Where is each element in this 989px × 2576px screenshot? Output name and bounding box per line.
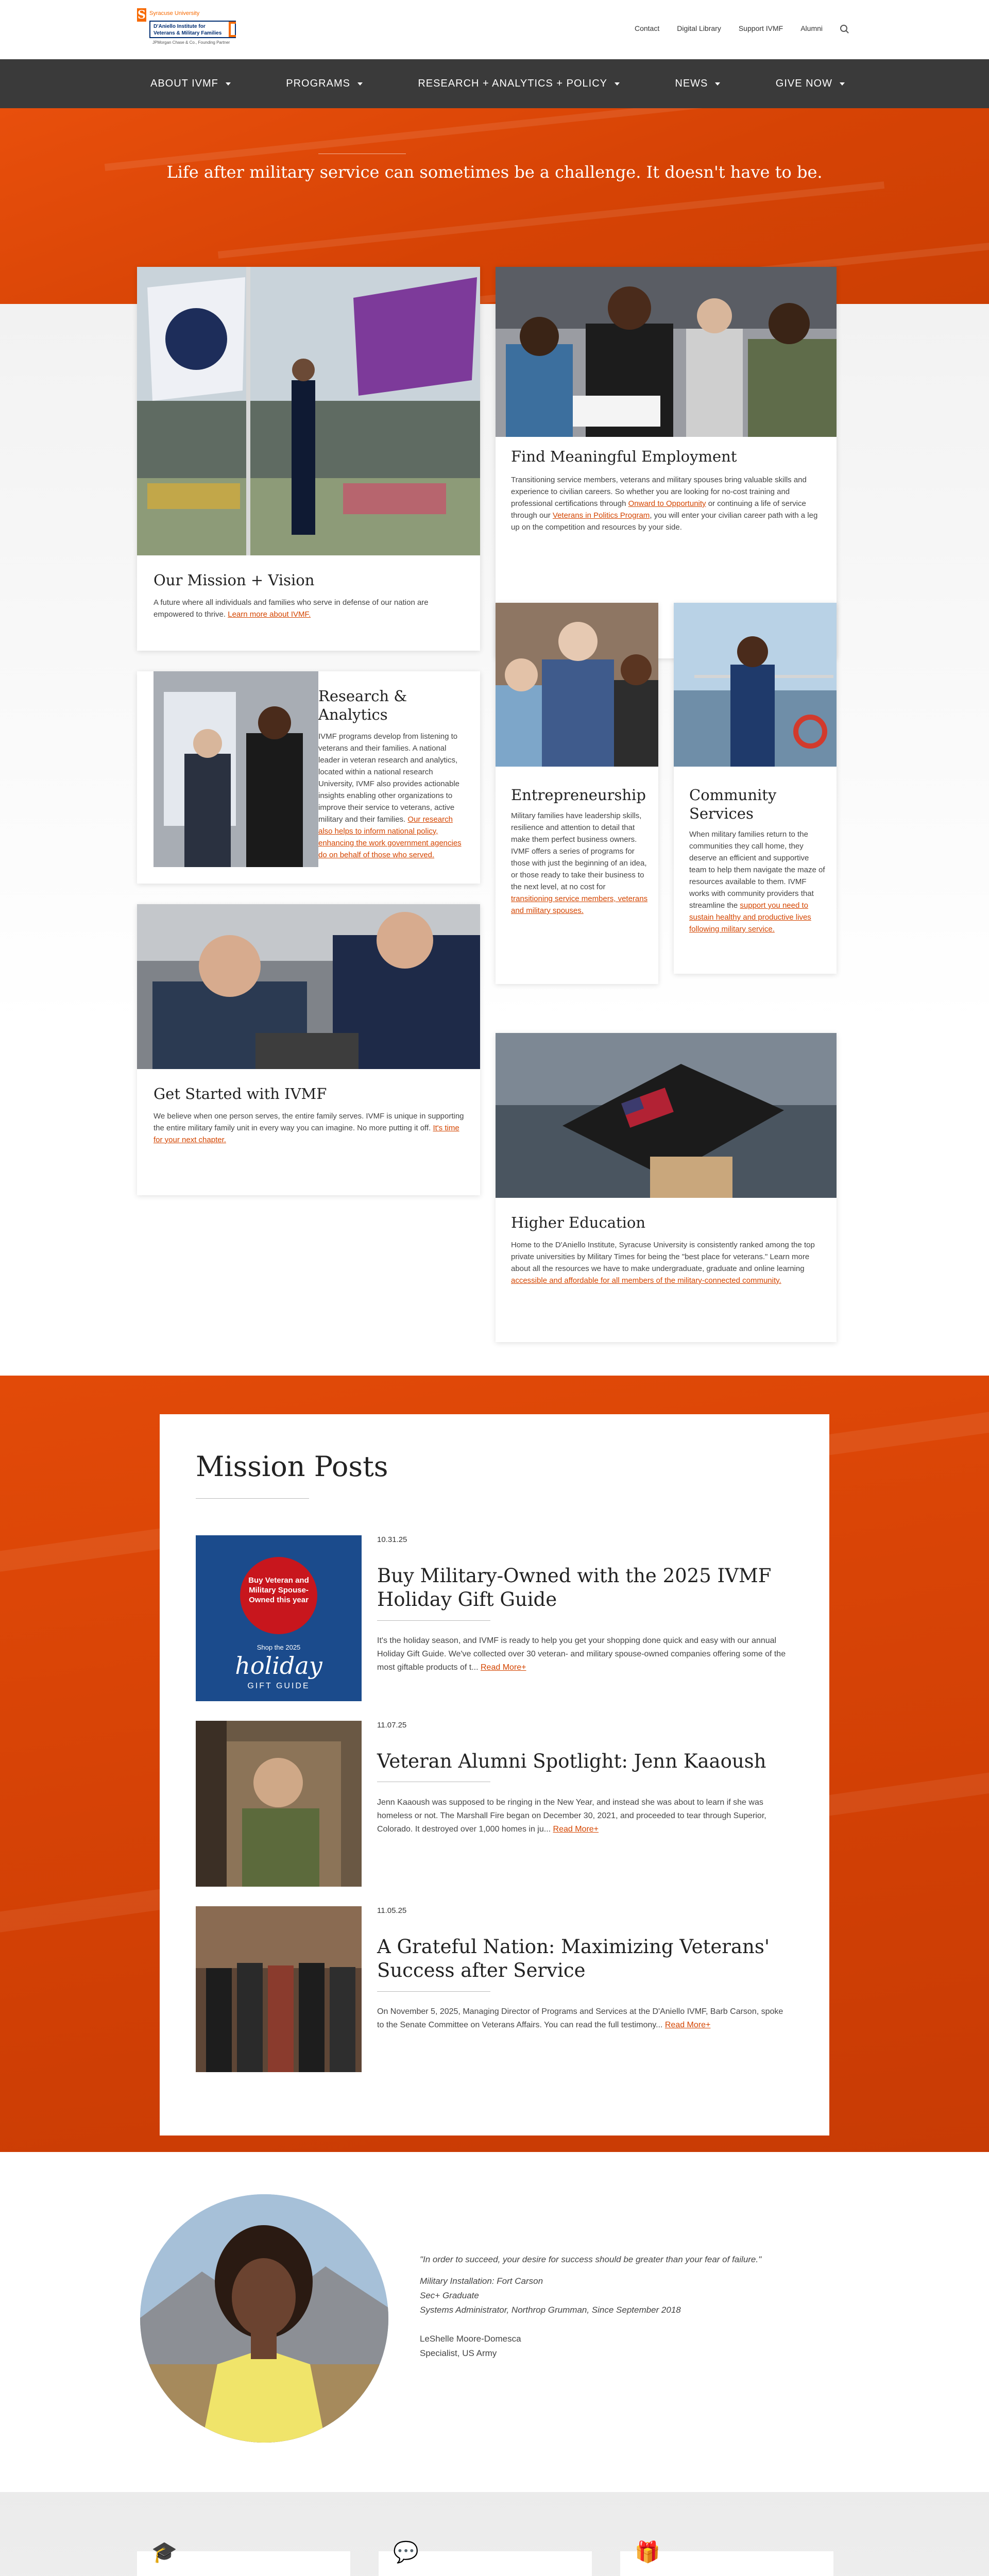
chevron-down-icon (226, 82, 231, 86)
entrepreneurship-image (496, 603, 658, 767)
post-date: 11.07.25 (377, 1721, 407, 1730)
logo-institute-line1: D'Aniello Institute for (154, 24, 206, 29)
main-nav (0, 59, 989, 108)
card-research-link[interactable]: Our research also helps to inform national policy, enhancing the work government agencies do on behalf of those who served. (318, 815, 462, 859)
testimonial-section (0, 2152, 989, 2492)
card-higher-education-body: Home to the D'Aniello Institute, Syracuse University is consistently ranked among the top private universities by Military Times for being the "best place for veterans." Learn more about all the resources we have to make undergraduate, graduate and online learning (511, 1241, 815, 1273)
nav-research[interactable] (418, 78, 620, 90)
card-higher-education-title: Higher Education (511, 1214, 646, 1231)
program-cards (0, 304, 989, 1376)
utility-link-support[interactable]: Support IVMF (738, 24, 783, 32)
post-title[interactable]: A Grateful Nation: Maximizing Veterans' Success after Service (377, 1936, 770, 1981)
logo-institute-line2: Veterans & Military Families (154, 30, 222, 36)
card-get-started-link[interactable]: It's time for your next chapter. (154, 1124, 459, 1144)
onward-to-opportunity-link[interactable]: Onward to Opportunity (628, 499, 706, 508)
get-started-photo (137, 904, 480, 1069)
get-started-image (137, 904, 480, 1069)
post-date: 11.05.25 (377, 1906, 407, 1915)
read-more-link[interactable]: Read More+ (481, 1663, 526, 1672)
card-entrepreneurship-title: Entrepreneurship (511, 786, 646, 804)
search-icon[interactable] (840, 25, 847, 32)
graduation-cap-image (496, 1033, 837, 1198)
alumni-spotlight-image (196, 1721, 362, 1887)
card-community-link[interactable]: support you need to sustain healthy and productive lives following military service. (689, 901, 811, 934)
utility-link-alumni[interactable]: Alumni (800, 24, 823, 32)
testimonial-certification: Sec+ Graduate (420, 2291, 479, 2300)
testimonial-portrait (140, 2194, 388, 2443)
gift-guide-badge: Buy Veteran and Military Spouse-Owned this year (240, 1557, 317, 1634)
veterans-in-politics-link[interactable]: Veterans in Politics Program (552, 511, 650, 520)
nav-about-label: ABOUT IVMF (150, 78, 218, 89)
mission-posts-section (0, 1376, 989, 2152)
card-community-title: Community Services (689, 786, 777, 822)
card-support-us[interactable] (620, 2540, 833, 2576)
card-entrepreneurship-text (511, 810, 649, 917)
education-photo (496, 1033, 837, 1198)
mission-photo (137, 267, 480, 555)
card-get-started[interactable] (137, 904, 480, 1195)
syracuse-s-icon: S (138, 8, 146, 22)
utility-nav (635, 24, 847, 32)
card-success-stories[interactable] (379, 2540, 592, 2576)
post-rule (377, 1991, 490, 1992)
card-community-text (689, 828, 825, 935)
card-research-title: Research & Analytics (318, 687, 407, 723)
card-research-text (154, 731, 468, 862)
gift-guide-shop: Shop the 2025 (257, 1643, 301, 1651)
utility-link-digital-library[interactable]: Digital Library (677, 24, 721, 32)
entrepreneurship-photo (496, 603, 658, 767)
card-mission-title: Our Mission + Vision (154, 571, 315, 589)
mission-posts-rule (196, 1498, 309, 1499)
chevron-down-icon (840, 82, 845, 86)
post-item (196, 1721, 793, 1887)
post-excerpt (377, 1634, 789, 1674)
gift-icon: 🎁 (635, 2540, 660, 2564)
engagement-cards (0, 2492, 989, 2576)
chevron-down-icon (715, 82, 720, 86)
logo-founding: JPMorgan Chase & Co., Founding Partner (152, 40, 230, 45)
post-item (196, 1535, 793, 1701)
nav-news[interactable] (675, 78, 720, 90)
nav-programs-label: PROGRAMS (286, 78, 350, 89)
flag-stripe (105, 108, 771, 171)
research-text-float-spacer (154, 731, 318, 862)
read-more-link[interactable]: Read More+ (664, 2021, 711, 2029)
nav-research-label: RESEARCH + ANALYTICS + POLICY (418, 78, 607, 89)
gift-guide-holiday: holiday (235, 1652, 322, 1680)
testimonial-role: Specialist, US Army (420, 2348, 497, 2358)
card-get-started-title: Get Started with IVMF (154, 1085, 327, 1103)
card-community-body: When military families return to the communities they call home, they deserve an efficient and supportive team to help them navigate the maze of resources available to them. IVMF works with community providers that streamline the (689, 830, 825, 910)
post-title[interactable]: Buy Military-Owned with the 2025 IVMF Holiday Gift Guide (377, 1565, 772, 1611)
post-item (196, 1906, 793, 2072)
card-mission-body: A future where all individuals and families who serve in defense of our nation are empowered to thrive. (154, 598, 429, 619)
read-more-link[interactable]: Read More+ (553, 1825, 599, 1834)
employment-photo (496, 267, 837, 437)
card-employment-body-2: or continuing a life of service through our (511, 499, 806, 520)
mission-posts-card (160, 1414, 829, 2136)
community-image (674, 603, 837, 767)
card-mission[interactable] (137, 267, 480, 651)
card-employment-body-3: , you will enter your civilian career path with a leg up on the competition and resources by your side. (511, 511, 818, 532)
testimonial-name: LeShelle Moore-Domesca (420, 2334, 521, 2344)
card-entrepreneurship-link[interactable]: transitioning service members, veterans and military spouses. (511, 894, 648, 915)
ivmf-logo[interactable] (137, 8, 238, 47)
card-employment[interactable] (496, 267, 837, 658)
card-employment-text (511, 474, 823, 533)
post-rule (377, 1620, 490, 1621)
testimonial-installation: Military Installation: Fort Carson (420, 2276, 543, 2286)
nav-programs[interactable] (286, 78, 363, 90)
testimonial-quote-block (420, 2252, 852, 2361)
portrait-image (140, 2194, 388, 2443)
card-higher-education[interactable] (496, 1033, 837, 1342)
card-alumni[interactable] (137, 2540, 350, 2576)
card-entrepreneurship[interactable] (496, 603, 658, 984)
top-bar (0, 0, 989, 59)
card-get-started-text (154, 1110, 465, 1146)
card-research[interactable] (137, 671, 480, 884)
gift-guide-label: GIFT GUIDE (247, 1682, 310, 1690)
speech-bubbles-icon: 💬 (393, 2540, 419, 2564)
card-higher-education-link[interactable]: accessible and affordable for all members of the military-connected community. (511, 1276, 781, 1285)
card-employment-body-1: Transitioning service members, veterans and military spouses bring valuable skills and experience to civilian careers. So whether you are looking for no-cost training and professional certifications through (511, 476, 807, 508)
chevron-down-icon (615, 82, 620, 86)
card-higher-education-text (511, 1239, 824, 1286)
spacer (420, 2267, 852, 2274)
post-thumbnail[interactable] (196, 1906, 362, 2072)
employment-image (496, 267, 837, 437)
card-entrepreneurship-body: Military families have leadership skills, resilience and attention to detail that make them perfect business owners. IVMF offers a series of programs for those with just the beginning of an idea, or those ready to take their business to the next level, at no cost for (511, 811, 647, 891)
post-excerpt (377, 1796, 789, 1836)
post-excerpt-text: On November 5, 2025, Managing Director of Programs and Services at the D'Aniello IVMF, Barb Carson, spoke to the Senate Committee on Veterans Affairs. You can read the full testimony... (377, 2007, 783, 2029)
spacer (420, 2317, 852, 2332)
mission-posts-heading: Mission Posts (196, 1450, 388, 1483)
utility-link-contact[interactable]: Contact (634, 24, 660, 32)
card-mission-link[interactable]: Learn more about IVMF. (228, 610, 311, 619)
post-title[interactable]: Veteran Alumni Spotlight: Jenn Kaaoush (377, 1750, 766, 1772)
community-photo (674, 603, 837, 767)
flag-stripe (218, 181, 884, 259)
senate-hearing-image (196, 1906, 362, 2072)
post-excerpt (377, 2005, 789, 2032)
testimonial-quote: "In order to succeed, your desire for success should be greater than your fear of failure." (420, 2255, 762, 2264)
logo-institute-box (149, 21, 236, 38)
post-thumbnail[interactable] (196, 1535, 362, 1701)
card-research-body: IVMF programs develop from listening to veterans and their families. A national leader in veteran research and analytics, located within a national research University, IVMF also provides actionable insights enabling other organizations to improve their service to veterans, active military and their families. (318, 732, 459, 824)
flag-ceremony-image (137, 267, 480, 555)
card-mission-text (154, 597, 468, 620)
card-get-started-body: We believe when one person serves, the entire family serves. IVMF is unique in supporting the entire military family unit in every way you can imagine. No more putting it off. (154, 1112, 464, 1132)
nav-give[interactable] (776, 78, 845, 90)
nav-news-label: NEWS (675, 78, 708, 89)
graduation-cap-icon: 🎓 (151, 2540, 177, 2564)
hero-tagline: Life after military service can sometimes be a challenge. It doesn't have to be. (166, 162, 823, 182)
logo-university: Syracuse University (149, 10, 200, 16)
testimonial-job: Systems Administrator, Northrop Grumman, Since September 2018 (420, 2305, 681, 2315)
post-thumbnail[interactable] (196, 1721, 362, 1887)
post-excerpt-text: It's the holiday season, and IVMF is ready to help you get your shopping done quick and easy with our annual Holiday Gift Guide. We've collected over 30 veteran- and military spouse-owned companies offering some of the most giftable products of t... (377, 1636, 786, 1672)
nav-give-label: GIVE NOW (775, 78, 832, 89)
logo-e-mark-icon (229, 22, 236, 37)
post-date: 10.31.25 (377, 1535, 407, 1544)
chevron-down-icon (357, 82, 363, 86)
nav-about[interactable] (150, 78, 231, 90)
post-excerpt-text: Jenn Kaaoush was supposed to be ringing in the New Year, and instead she was about to learn if she was homeless or not. The Marshall Fire began on December 30, 2021, and proceeded to tear through Superior, Colorado. It destroyed over 1,000 homes in ju... (377, 1798, 766, 1834)
card-employment-title: Find Meaningful Employment (511, 448, 737, 465)
card-community[interactable] (674, 603, 837, 974)
